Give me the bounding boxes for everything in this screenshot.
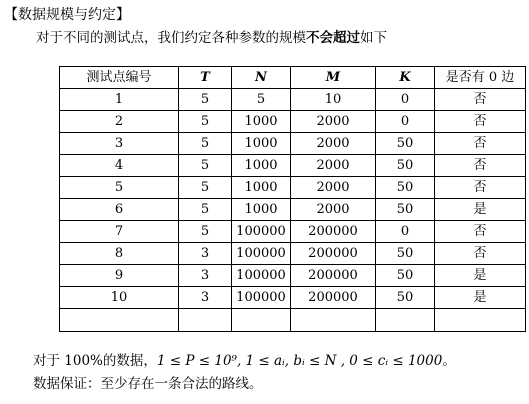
cell-k: 50 xyxy=(376,265,435,287)
cell-testcase-id: 2 xyxy=(60,111,179,133)
table-row xyxy=(60,243,526,265)
cell-n: 1000 xyxy=(232,199,291,221)
cell-t xyxy=(179,309,232,332)
parameter-table xyxy=(59,66,526,332)
cell-t: 3 xyxy=(179,287,232,309)
constraint-suffix: 。 xyxy=(442,353,456,369)
cell-t: 5 xyxy=(179,177,232,199)
table-row xyxy=(60,199,526,221)
cell-n xyxy=(232,309,291,332)
cell-t: 5 xyxy=(179,111,232,133)
table-row xyxy=(60,111,526,133)
table-row xyxy=(60,133,526,155)
cell-t: 5 xyxy=(179,221,232,243)
cell-k xyxy=(376,309,435,332)
header-m: M xyxy=(291,67,376,89)
cell-testcase-id: 5 xyxy=(60,177,179,199)
cell-m: 2000 xyxy=(291,155,376,177)
cell-k: 50 xyxy=(376,177,435,199)
table-row xyxy=(60,89,526,111)
table-row xyxy=(60,265,526,287)
cell-n: 1000 xyxy=(232,177,291,199)
cell-testcase-id: 9 xyxy=(60,265,179,287)
guarantee-text: 数据保证：至少存在一条合法的路线。 xyxy=(33,376,263,392)
cell-zero-edge: 是 xyxy=(435,265,526,287)
cell-t: 5 xyxy=(179,155,232,177)
cell-m: 2000 xyxy=(291,133,376,155)
table-header-row xyxy=(60,67,526,89)
cell-n: 5 xyxy=(232,89,291,111)
cell-testcase-id: 10 xyxy=(60,287,179,309)
cell-testcase-id: 3 xyxy=(60,133,179,155)
cell-m: 2000 xyxy=(291,177,376,199)
table-row-empty xyxy=(60,309,526,332)
header-t: T xyxy=(179,67,232,89)
cell-zero-edge xyxy=(435,309,526,332)
cell-k: 0 xyxy=(376,89,435,111)
cell-n: 1000 xyxy=(232,155,291,177)
cell-zero-edge: 否 xyxy=(435,243,526,265)
cell-m: 200000 xyxy=(291,265,376,287)
section-title: 【数据规模与约定】 xyxy=(4,7,130,23)
cell-testcase-id: 4 xyxy=(60,155,179,177)
constraint-text xyxy=(33,352,456,370)
cell-n: 100000 xyxy=(232,221,291,243)
table-row xyxy=(60,287,526,309)
cell-zero-edge: 否 xyxy=(435,111,526,133)
intro-suffix: 如下 xyxy=(360,30,387,46)
cell-t: 5 xyxy=(179,133,232,155)
cell-m: 200000 xyxy=(291,221,376,243)
table-row xyxy=(60,177,526,199)
cell-zero-edge: 否 xyxy=(435,155,526,177)
intro-prefix: 对于不同的测试点，我们约定各种参数的规模 xyxy=(36,30,306,46)
cell-k: 0 xyxy=(376,111,435,133)
cell-zero-edge: 否 xyxy=(435,89,526,111)
cell-m: 2000 xyxy=(291,111,376,133)
header-k: K xyxy=(376,67,435,89)
cell-n: 100000 xyxy=(232,265,291,287)
cell-m: 200000 xyxy=(291,243,376,265)
cell-k: 50 xyxy=(376,155,435,177)
cell-n: 1000 xyxy=(232,133,291,155)
header-zero-edge: 是否有 0 边 xyxy=(435,67,526,89)
cell-k: 0 xyxy=(376,221,435,243)
intro-text xyxy=(36,29,387,47)
table-row xyxy=(60,155,526,177)
cell-k: 50 xyxy=(376,287,435,309)
cell-t: 3 xyxy=(179,265,232,287)
cell-n: 100000 xyxy=(232,243,291,265)
table-row xyxy=(60,221,526,243)
cell-m: 10 xyxy=(291,89,376,111)
cell-k: 50 xyxy=(376,243,435,265)
cell-zero-edge: 否 xyxy=(435,133,526,155)
cell-m: 200000 xyxy=(291,287,376,309)
cell-zero-edge: 是 xyxy=(435,287,526,309)
cell-testcase-id: 7 xyxy=(60,221,179,243)
intro-emphasis: 不会超过 xyxy=(306,30,360,46)
cell-k: 50 xyxy=(376,133,435,155)
cell-testcase-id: 8 xyxy=(60,243,179,265)
constraint-prefix: 对于 100%的数据， xyxy=(33,353,157,369)
cell-t: 5 xyxy=(179,199,232,221)
cell-zero-edge: 否 xyxy=(435,177,526,199)
cell-testcase-id xyxy=(60,309,179,332)
cell-zero-edge: 是 xyxy=(435,199,526,221)
cell-m xyxy=(291,309,376,332)
cell-testcase-id: 6 xyxy=(60,199,179,221)
cell-k: 50 xyxy=(376,199,435,221)
cell-n: 100000 xyxy=(232,287,291,309)
header-testcase-id: 测试点编号 xyxy=(60,67,179,89)
cell-t: 5 xyxy=(179,89,232,111)
header-n: N xyxy=(232,67,291,89)
cell-t: 3 xyxy=(179,243,232,265)
cell-m: 2000 xyxy=(291,199,376,221)
cell-zero-edge: 否 xyxy=(435,221,526,243)
cell-n: 1000 xyxy=(232,111,291,133)
constraint-formula: 1 ≤ P ≤ 10⁹, 1 ≤ aᵢ, bᵢ ≤ N , 0 ≤ cᵢ ≤ 1000 xyxy=(156,353,443,369)
cell-testcase-id: 1 xyxy=(60,89,179,111)
